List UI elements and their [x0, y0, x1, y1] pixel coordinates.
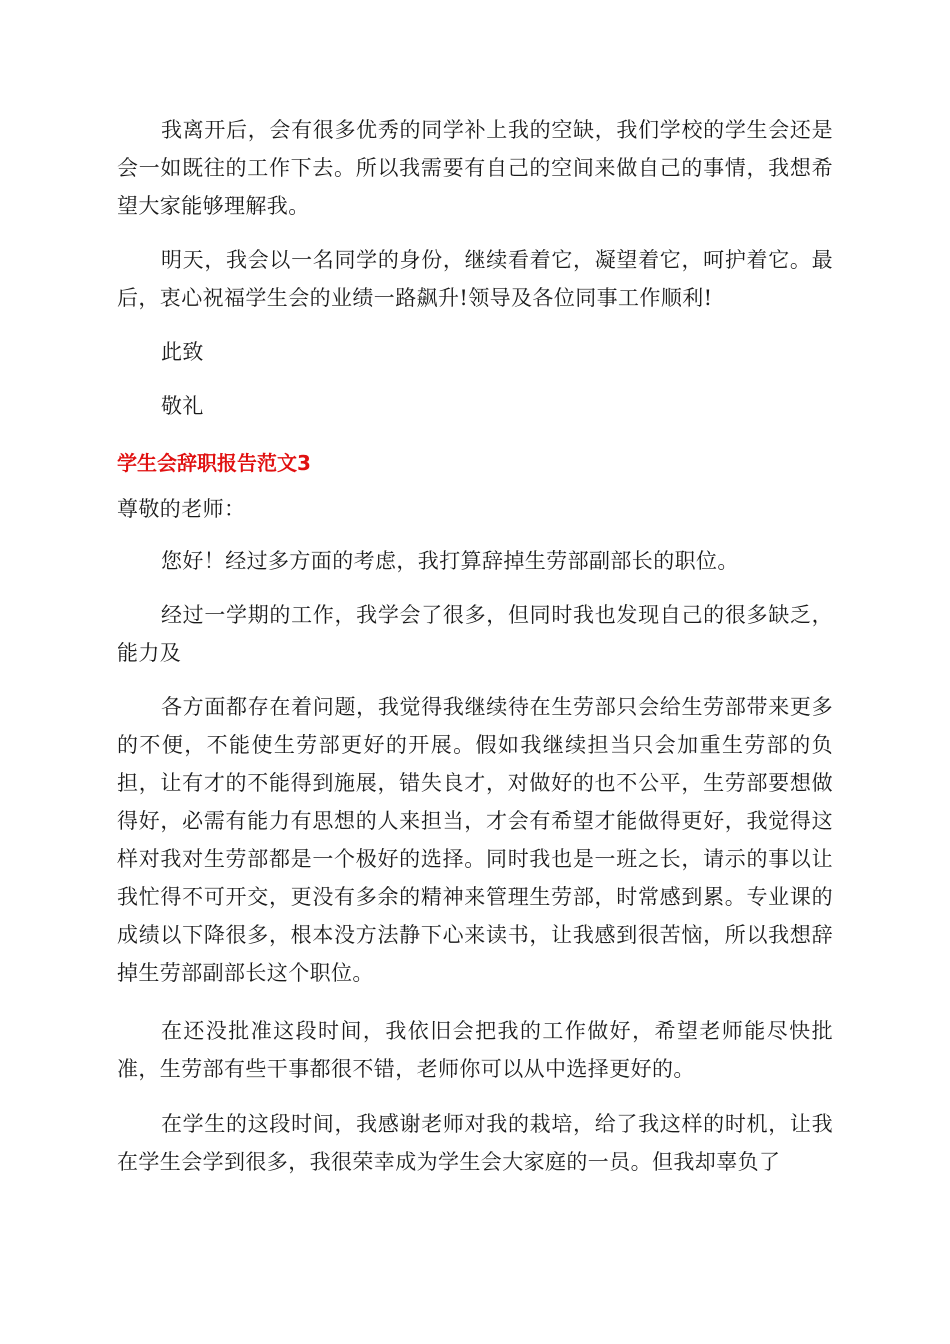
- closing-zhizhi: 此致: [161, 340, 204, 364]
- paragraph-problems: 各方面都存在着问题，我觉得我继续待在生劳部只会给生劳部带来更多的不便，不能使生劳部更好的开展。假如我继续担当只会加重生劳部的负担，让有才的不能得到施展，错失良才，对做好的也不公平，生劳部要想做得好，必需有能力有思想的人来担当，才会有希望才能做得更好，我觉得这样对我对生劳部都是一个极好的选择。同时我也是一班之长，请示的事以让我忙得不可开交，更没有多余的精神来管理生劳部，时常感到累。专业课的成绩以下降很多，根本没方法静下心来读书，让我感到很苦恼，所以我想辞掉生劳部副部长这个职位。: [117, 695, 833, 985]
- salutation: 尊敬的老师：: [117, 497, 246, 521]
- paragraph-greeting: 您好！经过多方面的考虑，我打算辞掉生劳部副部长的职位。: [161, 549, 739, 573]
- paragraph-learned: 经过一学期的工作，我学会了很多，但同时我也发现自己的很多缺乏，能力及: [117, 603, 833, 665]
- paragraph-gratitude: 在学生的这段时间，我感谢老师对我的栽培，给了我这样的时机，让我在学生会学到很多，我很荣幸成为学生会大家庭的一员。但我却辜负了: [117, 1112, 833, 1174]
- section-title: 学生会辞职报告范文3: [117, 451, 311, 475]
- paragraph-closing-wishes: 明天，我会以一名同学的身份，继续看着它，凝望着它，呵护着它。最后，衷心祝福学生会的业绩一路飙升!领导及各位同事工作顺利!: [117, 248, 833, 310]
- closing-jingli: 敬礼: [161, 394, 204, 418]
- paragraph-remaining-students: 我离开后，会有很多优秀的同学补上我的空缺，我们学校的学生会还是会一如既往的工作下去。所以我需要有自己的空间来做自己的事情，我想希望大家能够理解我。: [117, 118, 833, 218]
- paragraph-until-approval: 在还没批准这段时间，我依旧会把我的工作做好，希望老师能尽快批准，生劳部有些干事都很不错，老师你可以从中选择更好的。: [117, 1019, 833, 1081]
